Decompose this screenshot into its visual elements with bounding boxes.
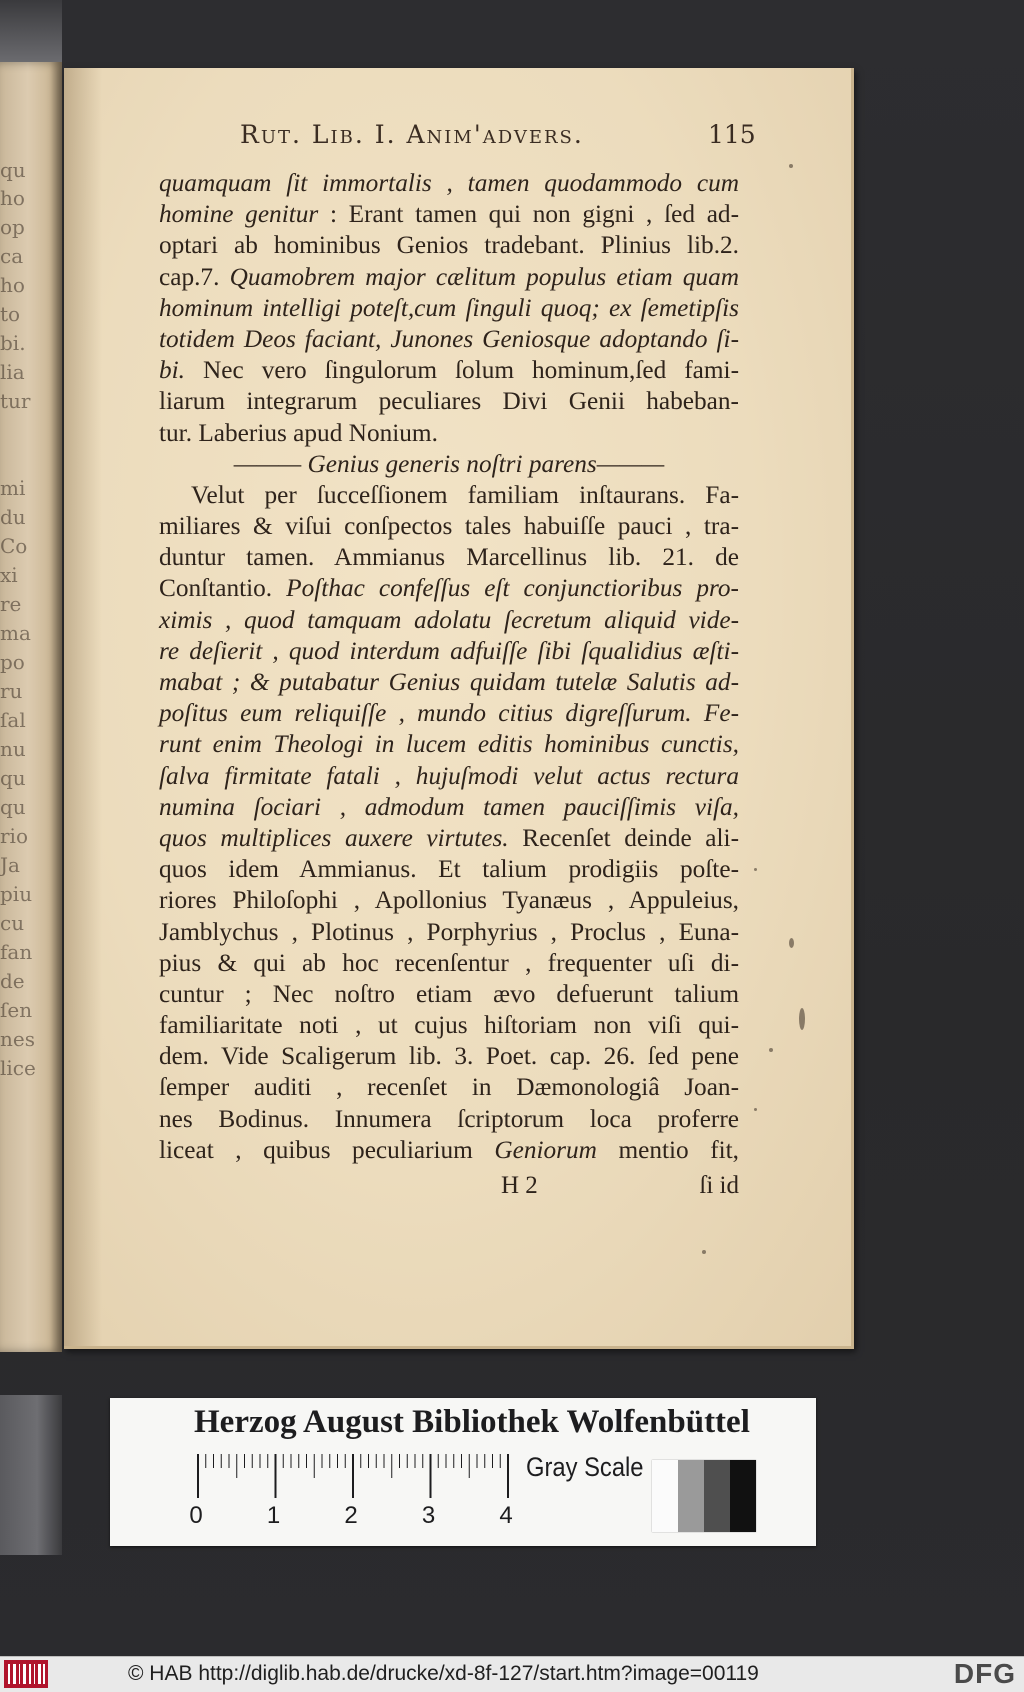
text-line: [159, 917, 739, 948]
italic-text-segment: Poſthac confeſſus eſt conjunctioribus pro-: [286, 574, 739, 603]
text-segment: Conſtantio.: [159, 574, 287, 603]
previous-page-fragment: ſen: [0, 998, 33, 1022]
ruler-scale: [196, 1454, 508, 1500]
text-line: [159, 355, 739, 386]
running-head-title: Rut. Lib. I. Anim'advers.: [240, 120, 584, 149]
text-segment: quos idem Ammianus. Et talium prodigiis poſte-: [159, 855, 739, 884]
previous-page-fragment: lia: [0, 360, 25, 384]
text-segment: nes Bodinus. Innumera ſcriptorum loca proferre: [159, 1104, 739, 1133]
previous-page-fragment: lice: [0, 1056, 36, 1080]
paper-fleck: [789, 938, 794, 948]
previous-page-fragment: ca: [0, 244, 24, 268]
ruler-label: 1: [266, 1502, 281, 1529]
paper-fleck: [799, 1008, 805, 1030]
text-segment: cap.7.: [159, 262, 230, 291]
text-line: [159, 262, 739, 293]
text-segment: tur. Laberius apud Nonium.: [159, 418, 438, 447]
previous-page-fragment: ma: [0, 621, 31, 645]
gray-patch: [678, 1460, 704, 1532]
page-number: 115: [708, 120, 756, 149]
italic-text-segment: ſalva firmitate fatali , hujuſmodi velut actus rectura: [159, 761, 739, 790]
text-line: [159, 761, 739, 792]
previous-page-fragment: ſal: [0, 708, 26, 732]
previous-page-top-shadow: [0, 0, 62, 62]
text-line: [159, 979, 739, 1010]
previous-page-fragment: ho: [0, 273, 25, 297]
previous-page-fragment: re: [0, 592, 22, 616]
text-line: [159, 792, 739, 823]
text-line: [159, 885, 739, 916]
italic-text-segment: ——— Genius generis noſtri parens———: [233, 449, 665, 478]
text-line: [159, 230, 739, 261]
text-line: [159, 854, 739, 885]
previous-page-fragment: rio: [0, 824, 28, 848]
gray-patch: [652, 1460, 678, 1532]
text-line: [159, 386, 739, 417]
previous-page-fragment: xi: [0, 563, 18, 587]
text-segment: Recenſet deinde ali-: [508, 823, 739, 852]
italic-text-segment: homine genitur: [159, 200, 319, 229]
paper-fleck: [702, 1250, 706, 1254]
text-segment: dem. Vide Scaligerum lib. 3. Poet. cap. 26. ſed pene: [159, 1042, 739, 1071]
text-line: [159, 418, 739, 449]
previous-page-fragment: ru: [0, 679, 23, 703]
previous-page-fragment: po: [0, 650, 25, 674]
running-head: [174, 114, 756, 158]
previous-page-fragment: de: [0, 969, 25, 993]
text-line: [159, 1104, 739, 1135]
previous-page-fragment: Co: [0, 534, 28, 558]
barcode-icon: [4, 1660, 48, 1688]
library-title: Herzog August Bibliothek Wolfenbüttel: [194, 1404, 750, 1440]
previous-page-fragment: bi.: [0, 331, 26, 355]
text-line: [159, 1041, 739, 1072]
text-segment: riores Philoſophi , Apollonius Tyanæus , Appuleius,: [159, 886, 739, 915]
italic-text-segment: numina ſociari , admodum tamen pauciſſimis viſa,: [159, 792, 739, 821]
ruler-label: 2: [344, 1502, 358, 1529]
previous-page-fragment: cu: [0, 911, 25, 935]
text-line: [159, 605, 739, 636]
text-line: [159, 324, 739, 355]
italic-text-segment: poſitus eum reliquiſſe , mundo citius digreſſurum.: [159, 699, 692, 728]
signature-mark: H 2: [501, 1172, 538, 1199]
text-line: [159, 573, 739, 604]
italic-text-segment: Quamobrem major cælitum populus etiam quam: [229, 262, 739, 291]
text-segment: liarum integrarum peculiares Divi Genii habeban-: [159, 387, 739, 416]
italic-text-segment: ximis , quod tamquam adolatu ſecretum aliquid vide-: [159, 605, 739, 634]
previous-page-fragment: tur: [0, 389, 31, 413]
previous-page-fragment: to: [0, 302, 21, 326]
text-line: [159, 636, 739, 667]
text-segment: Nec vero ſingulorum ſolum hominum,ſed fami-: [185, 356, 739, 385]
previous-page-fragment: fan: [0, 940, 33, 964]
text-segment: Velut per ſucceſſionem familiam inſtaurans. Fa-: [191, 480, 739, 509]
text-line: [159, 199, 739, 230]
italic-text-segment: bi.: [159, 356, 186, 385]
italic-text-segment: runt enim Theologi in lucem editis hominibus cunctis,: [159, 730, 739, 759]
gray-patch: [730, 1460, 756, 1532]
text-segment: duntur tamen. Ammianus Marcellinus lib. 21. de: [159, 543, 739, 572]
text-line: [159, 1010, 739, 1041]
text-segment: optari ab hominibus Genios tradebant. Plinius lib.2.: [159, 231, 739, 260]
italic-text-segment: totidem Deos faciant, Junones Geniosque adoptando ſi-: [159, 324, 739, 353]
gray-patch: [704, 1460, 730, 1532]
previous-page-bottom-shadow: [0, 1395, 62, 1555]
credit-bar: [0, 1656, 1024, 1692]
italic-text-segment: mabat ; & putabatur Genius quidam tutelæ Salutis ad-: [159, 668, 739, 696]
previous-page-fragment: piu: [0, 882, 33, 906]
ruler-label: 3: [421, 1502, 436, 1529]
text-segment: ſemper auditi , recenſet in Dæmonologiâ Joan-: [159, 1073, 739, 1102]
text-line: [159, 480, 739, 511]
text-line: [159, 1135, 739, 1166]
previous-page-fragment: ho: [0, 186, 25, 210]
italic-text-segment: Geniorum: [494, 1135, 597, 1164]
book-page: [64, 68, 854, 1349]
italic-text-segment: Fe-: [691, 699, 739, 728]
previous-page-fragment: op: [0, 215, 25, 239]
color-scale-card: [110, 1398, 816, 1546]
ruler-label: 4: [499, 1502, 513, 1529]
italic-text-segment: quamquam ſit immortalis , tamen quodammodo cum: [159, 169, 739, 197]
text-segment: pius & qui ab hoc recenſentur , frequenter uſi di-: [159, 948, 739, 977]
text-line: [159, 667, 739, 698]
text-segment: familiaritate noti , ut cujus hiſtoriam non viſi qui-: [159, 1011, 739, 1040]
page-body-text: [159, 168, 739, 1166]
text-line: [159, 823, 739, 854]
italic-text-segment: re deſierit , quod interdum adfuiſſe ſibi ſqualidius æſti-: [159, 636, 739, 665]
ruler-label: 0: [189, 1502, 203, 1529]
paper-fleck: [789, 164, 793, 168]
text-segment: Jamblychus , Plotinus , Porphyrius , Proclus , Euna-: [159, 917, 739, 946]
text-line: [159, 542, 739, 573]
dfg-logo: DFG: [953, 1658, 1016, 1689]
previous-page-fragment: qu: [0, 795, 26, 819]
text-line: [159, 449, 739, 480]
text-line: [159, 511, 739, 542]
italic-text-segment: hominum intelligi poteſt,cum ſinguli quoq; ex ſemetipſis: [159, 293, 739, 322]
gutter-shadow: [64, 68, 102, 1346]
gray-scale-label: Gray Scale: [526, 1452, 644, 1482]
text-line: [159, 168, 739, 199]
text-line: [159, 729, 739, 760]
previous-page-fragment: du: [0, 505, 26, 529]
previous-page-fragment: qu: [0, 158, 26, 182]
italic-text-segment: quos multiplices auxere virtutes.: [159, 823, 509, 852]
previous-page-fragment: nes: [0, 1027, 35, 1051]
text-segment: liceat , quibus peculiarium: [159, 1135, 495, 1164]
text-line: [159, 1072, 739, 1103]
previous-page-fragment: qu: [0, 766, 26, 790]
page-footer-marks: [159, 1172, 739, 1204]
text-segment: cuntur ; Nec noſtro etiam ævo defuerunt talium: [159, 979, 739, 1008]
image-source-link[interactable]: © HAB http://diglib.hab.de/drucke/xd-8f-127/start.htm?image=00119: [128, 1662, 759, 1685]
text-segment: miliares & viſui conſpectos tales habuiſſe pauci , tra-: [159, 512, 739, 541]
text-line: [159, 698, 739, 729]
text-segment: mentio fit,: [596, 1135, 740, 1164]
previous-page-fragment: Ja: [0, 853, 20, 877]
previous-page-fragment: nu: [0, 737, 26, 761]
text-line: [159, 948, 739, 979]
paper-fleck: [754, 1108, 757, 1111]
text-line: [159, 293, 739, 324]
paper-fleck: [754, 868, 757, 871]
previous-page-fragment: mi: [0, 476, 26, 500]
catchword: ſi id: [699, 1172, 739, 1199]
text-segment: : Erant tamen qui non gigni , ſed ad-: [318, 200, 739, 229]
paper-fleck: [769, 1048, 773, 1052]
gray-scale-patches: [652, 1460, 756, 1532]
